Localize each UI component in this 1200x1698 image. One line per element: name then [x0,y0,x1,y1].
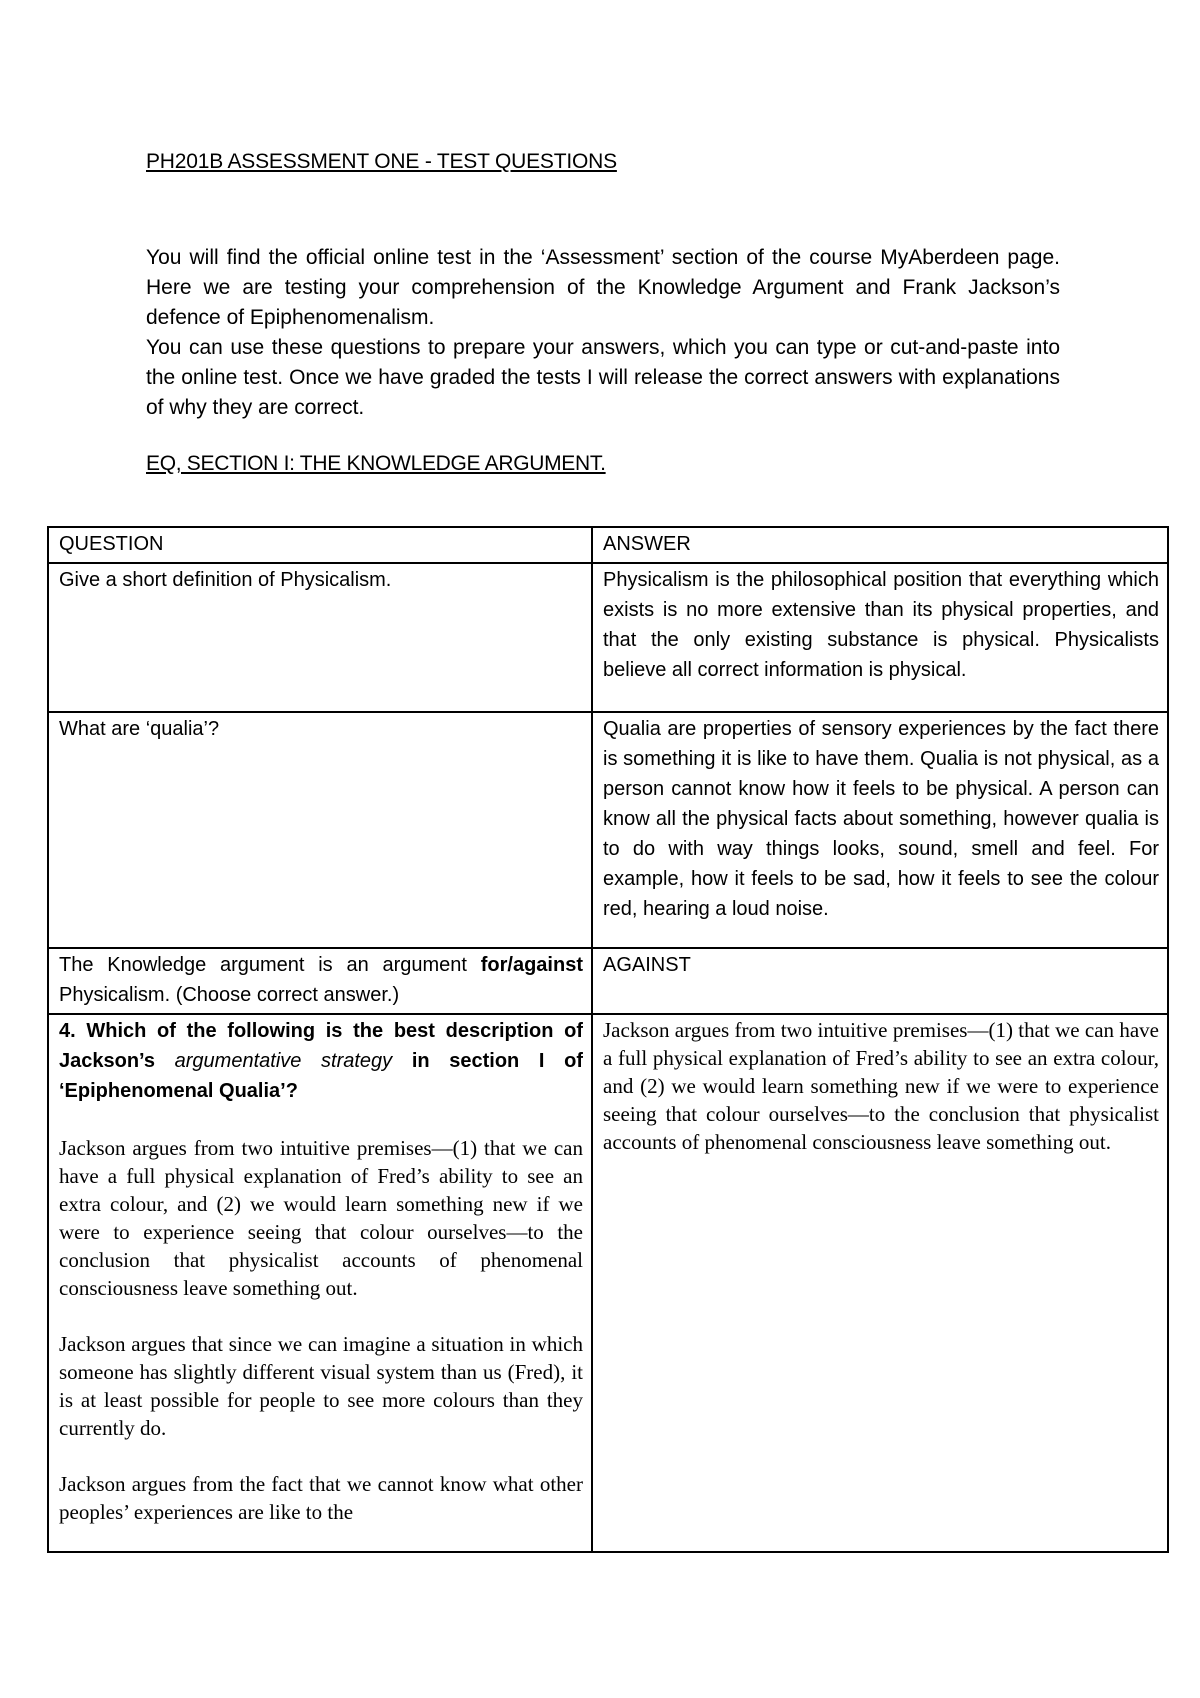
intro-paragraph: You will find the official online test in the ‘Assessment’ section of the course MyAberdeen page. Here we are testing your comprehension of the Knowledge Argument and Frank Jackson’s defence of Epiphenomenalism. [146,246,1060,329]
question-choice-text: for/against [480,954,583,976]
answer-option: Jackson argues that since we can imagine a situation in which someone has slightly different visual system than us (Fred), it is at least possible for people to see more colours than they currently do. [59,1332,583,1440]
question-prompt: 4. Which of the following is the best description of Jackson’s argumentative strategy in section I of ‘Epiphenomenal Qualia’? [59,1020,583,1102]
intro-text [146,243,1060,423]
question-emphasis: argumentative strategy [174,1050,393,1072]
answer-option: Jackson argues from the fact that we cannot know what other peoples’ experiences are like to the [59,1472,583,1524]
answer-options [59,1134,583,1526]
intro-paragraph: You can use these questions to prepare your answers, which you can type or cut-and-paste into the online test. Once we have graded the tests I will release the correct answers with explanations of why they are correct. [146,336,1060,419]
question-text: The Knowledge argument is an argument [59,954,481,976]
table-row [48,1014,1168,1552]
question-cell [48,1014,592,1552]
answer-column-header: ANSWER [592,527,1168,563]
question-content [59,1016,583,1548]
answer-cell: AGAINST [592,948,1168,1014]
question-column-header: QUESTION [48,527,592,563]
answer-option: Jackson argues from two intuitive premises—(1) that we can have a full physical explanation of Fred’s ability to see an extra colour, and (2) we would learn something new if we were to experience seeing that colour ourselves—to the conclusion that physicalist accounts of phenomenal consciousness leave something out. [59,1136,583,1300]
table-row [48,563,1168,712]
section-heading: EQ, SECTION I: THE KNOWLEDGE ARGUMENT. [146,452,606,475]
answer-cell [592,1014,1168,1552]
question-cell [48,948,592,1014]
question-cell: What are ‘qualia’? [48,712,592,948]
answer-cell: Physicalism is the philosophical position that everything which exists is no more extensive than its physical properties, and that the only existing substance is physical. Physicalists believe all correct information is physical. [592,563,1168,712]
question-answer-table [47,526,1169,1553]
question-cell: Give a short definition of Physicalism. [48,563,592,712]
table-row [48,948,1168,1014]
answer-text: Jackson argues from two intuitive premises—(1) that we can have a full physical explanation of Fred’s ability to see an extra colour, and (2) we would learn something new if we were to experience seeing that colour ourselves—to the conclusion that physicalist accounts of phenomenal consciousness leave something out. [603,1018,1159,1154]
table-row [48,712,1168,948]
table-header-row [48,527,1168,563]
document-title: PH201B ASSESSMENT ONE - TEST QUESTIONS [146,150,617,173]
answer-cell: Qualia are properties of sensory experiences by the fact there is something it is like to have them. Qualia is not physical, as a person cannot know how it feels to be physical. A person can know all the physical facts about something, however qualia is to do with way things looks, sound, smell and feel. For example, how it feels to be sad, how it feels to see the colour red, hearing a loud noise. [592,712,1168,948]
question-text: Physicalism. (Choose correct answer.) [59,984,400,1006]
